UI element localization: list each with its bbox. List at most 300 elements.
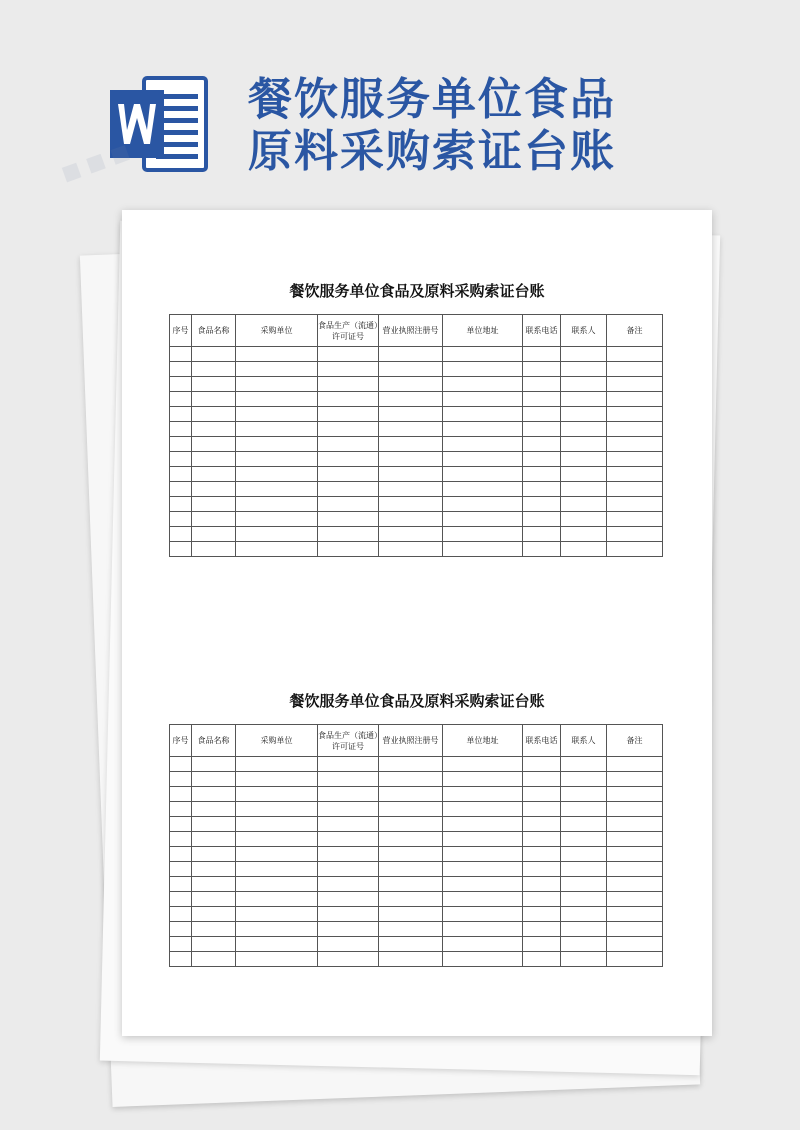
table-cell[interactable] (170, 542, 192, 557)
table-cell[interactable] (379, 437, 443, 452)
table-cell[interactable] (192, 422, 236, 437)
table-cell[interactable] (192, 862, 236, 877)
table-cell[interactable] (318, 377, 379, 392)
table-row (170, 512, 663, 527)
table-cell[interactable] (318, 907, 379, 922)
table-cell[interactable] (236, 922, 318, 937)
table-cell[interactable] (170, 362, 192, 377)
column-header: 食品名称 (192, 315, 236, 347)
table-cell[interactable] (523, 907, 561, 922)
table-cell[interactable] (561, 757, 607, 772)
table-cell[interactable] (236, 482, 318, 497)
table-cell[interactable] (379, 377, 443, 392)
table-cell[interactable] (170, 937, 192, 952)
table-cell[interactable] (170, 817, 192, 832)
table-cell[interactable] (170, 772, 192, 787)
table-cell[interactable] (318, 937, 379, 952)
table-row (170, 937, 663, 952)
table-cell[interactable] (192, 757, 236, 772)
column-header: 单位地址 (443, 725, 523, 757)
table-cell[interactable] (523, 952, 561, 967)
table-cell[interactable] (561, 817, 607, 832)
table-row (170, 862, 663, 877)
table-cell[interactable] (192, 817, 236, 832)
table-row (170, 952, 663, 967)
table-cell[interactable] (523, 802, 561, 817)
table-cell[interactable] (523, 877, 561, 892)
table-cell[interactable] (523, 362, 561, 377)
table-cell[interactable] (170, 922, 192, 937)
table-cell[interactable] (607, 422, 663, 437)
column-header: 采购单位 (236, 725, 318, 757)
table-cell[interactable] (236, 512, 318, 527)
table-header-row (170, 725, 663, 757)
table-cell[interactable] (318, 347, 379, 362)
table-cell[interactable] (236, 542, 318, 557)
ledger-table (169, 314, 663, 557)
table-row (170, 362, 663, 377)
table-cell[interactable] (236, 772, 318, 787)
table-cell[interactable] (443, 347, 523, 362)
table-cell[interactable] (443, 817, 523, 832)
table-cell[interactable] (170, 847, 192, 862)
table-cell[interactable] (170, 832, 192, 847)
table-cell[interactable] (443, 452, 523, 467)
table-cell[interactable] (443, 907, 523, 922)
table-cell[interactable] (443, 952, 523, 967)
watermark: ■ ■ ■ (58, 138, 133, 186)
column-header: 联系电话 (523, 315, 561, 347)
table-cell[interactable] (318, 527, 379, 542)
table-cell[interactable] (170, 802, 192, 817)
table-cell[interactable] (170, 892, 192, 907)
table-cell[interactable] (607, 952, 663, 967)
column-header: 采购单位 (236, 315, 318, 347)
table-cell[interactable] (318, 757, 379, 772)
table-cell[interactable] (561, 922, 607, 937)
table-cell[interactable] (561, 952, 607, 967)
table-cell[interactable] (318, 862, 379, 877)
table-cell[interactable] (318, 542, 379, 557)
table-cell[interactable] (318, 922, 379, 937)
table-cell[interactable] (523, 467, 561, 482)
table-cell[interactable] (318, 787, 379, 802)
table-cell[interactable] (607, 542, 663, 557)
table-cell[interactable] (607, 482, 663, 497)
table-cell[interactable] (192, 452, 236, 467)
table-row (170, 422, 663, 437)
table-cell[interactable] (523, 832, 561, 847)
table-cell[interactable] (236, 787, 318, 802)
table-cell[interactable] (443, 542, 523, 557)
table-cell[interactable] (443, 512, 523, 527)
table-cell[interactable] (379, 347, 443, 362)
table-cell[interactable] (379, 482, 443, 497)
table-cell[interactable] (192, 362, 236, 377)
table-cell[interactable] (236, 407, 318, 422)
table-cell[interactable] (379, 817, 443, 832)
table-cell[interactable] (561, 422, 607, 437)
table-cell[interactable] (443, 362, 523, 377)
table-cell[interactable] (523, 937, 561, 952)
table-cell[interactable] (379, 787, 443, 802)
table-cell[interactable] (561, 937, 607, 952)
table-cell[interactable] (561, 437, 607, 452)
table-cell[interactable] (192, 437, 236, 452)
table-header-row (170, 315, 663, 347)
table-cell[interactable] (443, 802, 523, 817)
header-title-line2: 原料采购索证台账 (248, 126, 616, 177)
table-cell[interactable] (607, 922, 663, 937)
table-cell[interactable] (318, 817, 379, 832)
table-row (170, 452, 663, 467)
table-cell[interactable] (523, 497, 561, 512)
table-cell[interactable] (561, 347, 607, 362)
table-row (170, 892, 663, 907)
table-cell[interactable] (379, 527, 443, 542)
table-cell[interactable] (523, 862, 561, 877)
table-cell[interactable] (523, 847, 561, 862)
table-cell[interactable] (523, 542, 561, 557)
table-cell[interactable] (607, 497, 663, 512)
table-row (170, 922, 663, 937)
table-cell[interactable] (170, 952, 192, 967)
table-cell[interactable] (170, 437, 192, 452)
table-row (170, 757, 663, 772)
table-cell[interactable] (523, 817, 561, 832)
table-cell[interactable] (523, 347, 561, 362)
table-cell[interactable] (236, 362, 318, 377)
document-page (122, 210, 712, 1036)
table-cell[interactable] (170, 452, 192, 467)
column-header: 备注 (607, 315, 663, 347)
header-title (248, 74, 768, 178)
table-cell[interactable] (607, 937, 663, 952)
table-cell[interactable] (561, 392, 607, 407)
table-cell[interactable] (170, 877, 192, 892)
table-cell[interactable] (192, 497, 236, 512)
table-cell[interactable] (318, 952, 379, 967)
table-cell[interactable] (561, 892, 607, 907)
table-cell[interactable] (318, 407, 379, 422)
table-cell[interactable] (523, 422, 561, 437)
table-cell[interactable] (443, 757, 523, 772)
table-cell[interactable] (192, 482, 236, 497)
table-cell[interactable] (379, 452, 443, 467)
table-cell[interactable] (607, 392, 663, 407)
table-cell[interactable] (607, 437, 663, 452)
table-cell[interactable] (318, 802, 379, 817)
column-header: 联系人 (561, 725, 607, 757)
table-cell[interactable] (170, 497, 192, 512)
ledger-title: 餐饮服务单位食品及原料采购索证台账 (289, 692, 545, 710)
table-cell[interactable] (607, 512, 663, 527)
table-cell[interactable] (561, 862, 607, 877)
table-cell[interactable] (561, 787, 607, 802)
column-header: 备注 (607, 725, 663, 757)
table-cell[interactable] (236, 952, 318, 967)
table-cell[interactable] (318, 772, 379, 787)
table-cell[interactable] (607, 757, 663, 772)
table-cell[interactable] (170, 527, 192, 542)
table-cell[interactable] (607, 772, 663, 787)
table-cell[interactable] (192, 527, 236, 542)
table-cell[interactable] (236, 832, 318, 847)
table-cell[interactable] (236, 802, 318, 817)
table-cell[interactable] (607, 892, 663, 907)
table-cell[interactable] (523, 757, 561, 772)
table-cell[interactable] (443, 892, 523, 907)
table-cell[interactable] (561, 467, 607, 482)
table-cell[interactable] (607, 877, 663, 892)
table-cell[interactable] (379, 862, 443, 877)
table-cell[interactable] (236, 437, 318, 452)
table-cell[interactable] (236, 817, 318, 832)
table-row (170, 787, 663, 802)
table-row (170, 407, 663, 422)
table-cell[interactable] (379, 422, 443, 437)
table-cell[interactable] (561, 512, 607, 527)
table-cell[interactable] (236, 907, 318, 922)
table-cell[interactable] (192, 802, 236, 817)
column-header: 序号 (170, 725, 192, 757)
table-cell[interactable] (561, 527, 607, 542)
table-cell[interactable] (236, 847, 318, 862)
table-cell[interactable] (443, 407, 523, 422)
table-cell[interactable] (318, 892, 379, 907)
table-cell[interactable] (443, 937, 523, 952)
table-cell[interactable] (443, 482, 523, 497)
table-cell[interactable] (170, 787, 192, 802)
table-cell[interactable] (192, 922, 236, 937)
table-cell[interactable] (379, 407, 443, 422)
table-cell[interactable] (607, 452, 663, 467)
table-cell[interactable] (379, 892, 443, 907)
column-header: 序号 (170, 315, 192, 347)
table-cell[interactable] (607, 527, 663, 542)
table-cell[interactable] (523, 392, 561, 407)
table-cell[interactable] (379, 802, 443, 817)
table-cell[interactable] (607, 407, 663, 422)
table-cell[interactable] (443, 787, 523, 802)
table-cell[interactable] (561, 847, 607, 862)
table-cell[interactable] (192, 937, 236, 952)
table-cell[interactable] (443, 922, 523, 937)
table-cell[interactable] (192, 832, 236, 847)
column-header: 单位地址 (443, 315, 523, 347)
table-cell[interactable] (379, 392, 443, 407)
table-row (170, 482, 663, 497)
table-cell[interactable] (379, 832, 443, 847)
table-cell[interactable] (192, 907, 236, 922)
table-cell[interactable] (236, 452, 318, 467)
table-cell[interactable] (318, 832, 379, 847)
table-cell[interactable] (561, 497, 607, 512)
table-cell[interactable] (318, 392, 379, 407)
table-cell[interactable] (443, 377, 523, 392)
table-row (170, 437, 663, 452)
table-cell[interactable] (170, 512, 192, 527)
table-cell[interactable] (236, 527, 318, 542)
table-cell[interactable] (236, 892, 318, 907)
header (0, 0, 800, 200)
table-cell[interactable] (379, 467, 443, 482)
table-cell[interactable] (318, 482, 379, 497)
table-cell[interactable] (192, 787, 236, 802)
table-cell[interactable] (523, 437, 561, 452)
table-cell[interactable] (379, 512, 443, 527)
table-cell[interactable] (170, 757, 192, 772)
table-cell[interactable] (523, 527, 561, 542)
table-row (170, 802, 663, 817)
table-cell[interactable] (236, 937, 318, 952)
table-cell[interactable] (379, 952, 443, 967)
table-cell[interactable] (523, 407, 561, 422)
column-header: 联系人 (561, 315, 607, 347)
table-cell[interactable] (561, 832, 607, 847)
table-cell[interactable] (523, 892, 561, 907)
table-cell[interactable] (443, 437, 523, 452)
table-cell[interactable] (607, 787, 663, 802)
table-cell[interactable] (607, 362, 663, 377)
table-cell[interactable] (523, 512, 561, 527)
table-cell[interactable] (561, 377, 607, 392)
table-row (170, 832, 663, 847)
ledger-table (169, 724, 663, 967)
table-cell[interactable] (523, 787, 561, 802)
table-cell[interactable] (443, 832, 523, 847)
table-cell[interactable] (192, 772, 236, 787)
table-cell[interactable] (379, 772, 443, 787)
table-cell[interactable] (170, 347, 192, 362)
table-cell[interactable] (443, 467, 523, 482)
table-cell[interactable] (236, 877, 318, 892)
table-cell[interactable] (318, 467, 379, 482)
table-cell[interactable] (523, 482, 561, 497)
table-cell[interactable] (561, 542, 607, 557)
table-cell[interactable] (379, 497, 443, 512)
table-cell[interactable] (379, 877, 443, 892)
table-cell[interactable] (170, 467, 192, 482)
table-row (170, 907, 663, 922)
table-cell[interactable] (561, 482, 607, 497)
column-header: 营业执照注册号 (379, 725, 443, 757)
table-cell[interactable] (192, 892, 236, 907)
table-cell[interactable] (192, 392, 236, 407)
table-cell[interactable] (318, 877, 379, 892)
table-cell[interactable] (192, 512, 236, 527)
table-cell[interactable] (236, 497, 318, 512)
table-cell[interactable] (318, 497, 379, 512)
table-cell[interactable] (170, 422, 192, 437)
table-cell[interactable] (607, 802, 663, 817)
table-cell[interactable] (379, 757, 443, 772)
table-cell[interactable] (192, 847, 236, 862)
table-cell[interactable] (170, 862, 192, 877)
table-cell[interactable] (192, 347, 236, 362)
table-cell[interactable] (561, 452, 607, 467)
table-cell[interactable] (379, 847, 443, 862)
table-cell[interactable] (607, 347, 663, 362)
table-cell[interactable] (192, 952, 236, 967)
table-cell[interactable] (523, 377, 561, 392)
table-cell[interactable] (379, 922, 443, 937)
table-cell[interactable] (318, 847, 379, 862)
table-cell[interactable] (607, 467, 663, 482)
table-cell[interactable] (523, 772, 561, 787)
table-cell[interactable] (236, 347, 318, 362)
table-cell[interactable] (236, 757, 318, 772)
table-cell[interactable] (236, 862, 318, 877)
table-cell[interactable] (318, 452, 379, 467)
table-cell[interactable] (561, 802, 607, 817)
table-cell[interactable] (379, 362, 443, 377)
table-cell[interactable] (170, 392, 192, 407)
table-row (170, 817, 663, 832)
table-cell[interactable] (192, 377, 236, 392)
table-cell[interactable] (607, 377, 663, 392)
table-cell[interactable] (236, 392, 318, 407)
table-cell[interactable] (192, 877, 236, 892)
table-cell[interactable] (561, 877, 607, 892)
table-cell[interactable] (170, 377, 192, 392)
column-header: 食品名称 (192, 725, 236, 757)
table-cell[interactable] (170, 482, 192, 497)
table-cell[interactable] (561, 407, 607, 422)
table-cell[interactable] (443, 877, 523, 892)
table-cell[interactable] (523, 922, 561, 937)
table-cell[interactable] (607, 832, 663, 847)
table-row (170, 347, 663, 362)
table-cell[interactable] (236, 377, 318, 392)
table-cell[interactable] (170, 407, 192, 422)
table-cell[interactable] (607, 847, 663, 862)
table-cell[interactable] (318, 362, 379, 377)
header-title-line1: 餐饮服务单位食品 (248, 74, 616, 125)
table-cell[interactable] (561, 362, 607, 377)
table-cell[interactable] (607, 907, 663, 922)
table-cell[interactable] (318, 512, 379, 527)
table-cell[interactable] (443, 422, 523, 437)
table-cell[interactable] (318, 422, 379, 437)
column-header: 食品生产（流通）许可证号 (318, 725, 379, 757)
table-cell[interactable] (561, 907, 607, 922)
table-cell[interactable] (443, 527, 523, 542)
table-row (170, 527, 663, 542)
table-cell[interactable] (379, 542, 443, 557)
table-cell[interactable] (443, 772, 523, 787)
table-cell[interactable] (379, 907, 443, 922)
table-cell[interactable] (561, 772, 607, 787)
table-cell[interactable] (192, 542, 236, 557)
table-cell[interactable] (443, 497, 523, 512)
table-cell[interactable] (443, 862, 523, 877)
table-cell[interactable] (236, 467, 318, 482)
table-cell[interactable] (443, 392, 523, 407)
table-cell[interactable] (170, 907, 192, 922)
table-row (170, 392, 663, 407)
table-cell[interactable] (443, 847, 523, 862)
table-cell[interactable] (318, 437, 379, 452)
table-cell[interactable] (607, 862, 663, 877)
table-cell[interactable] (192, 407, 236, 422)
table-cell[interactable] (523, 452, 561, 467)
table-cell[interactable] (236, 422, 318, 437)
table-cell[interactable] (607, 817, 663, 832)
table-cell[interactable] (379, 937, 443, 952)
table-cell[interactable] (192, 467, 236, 482)
table-row (170, 772, 663, 787)
